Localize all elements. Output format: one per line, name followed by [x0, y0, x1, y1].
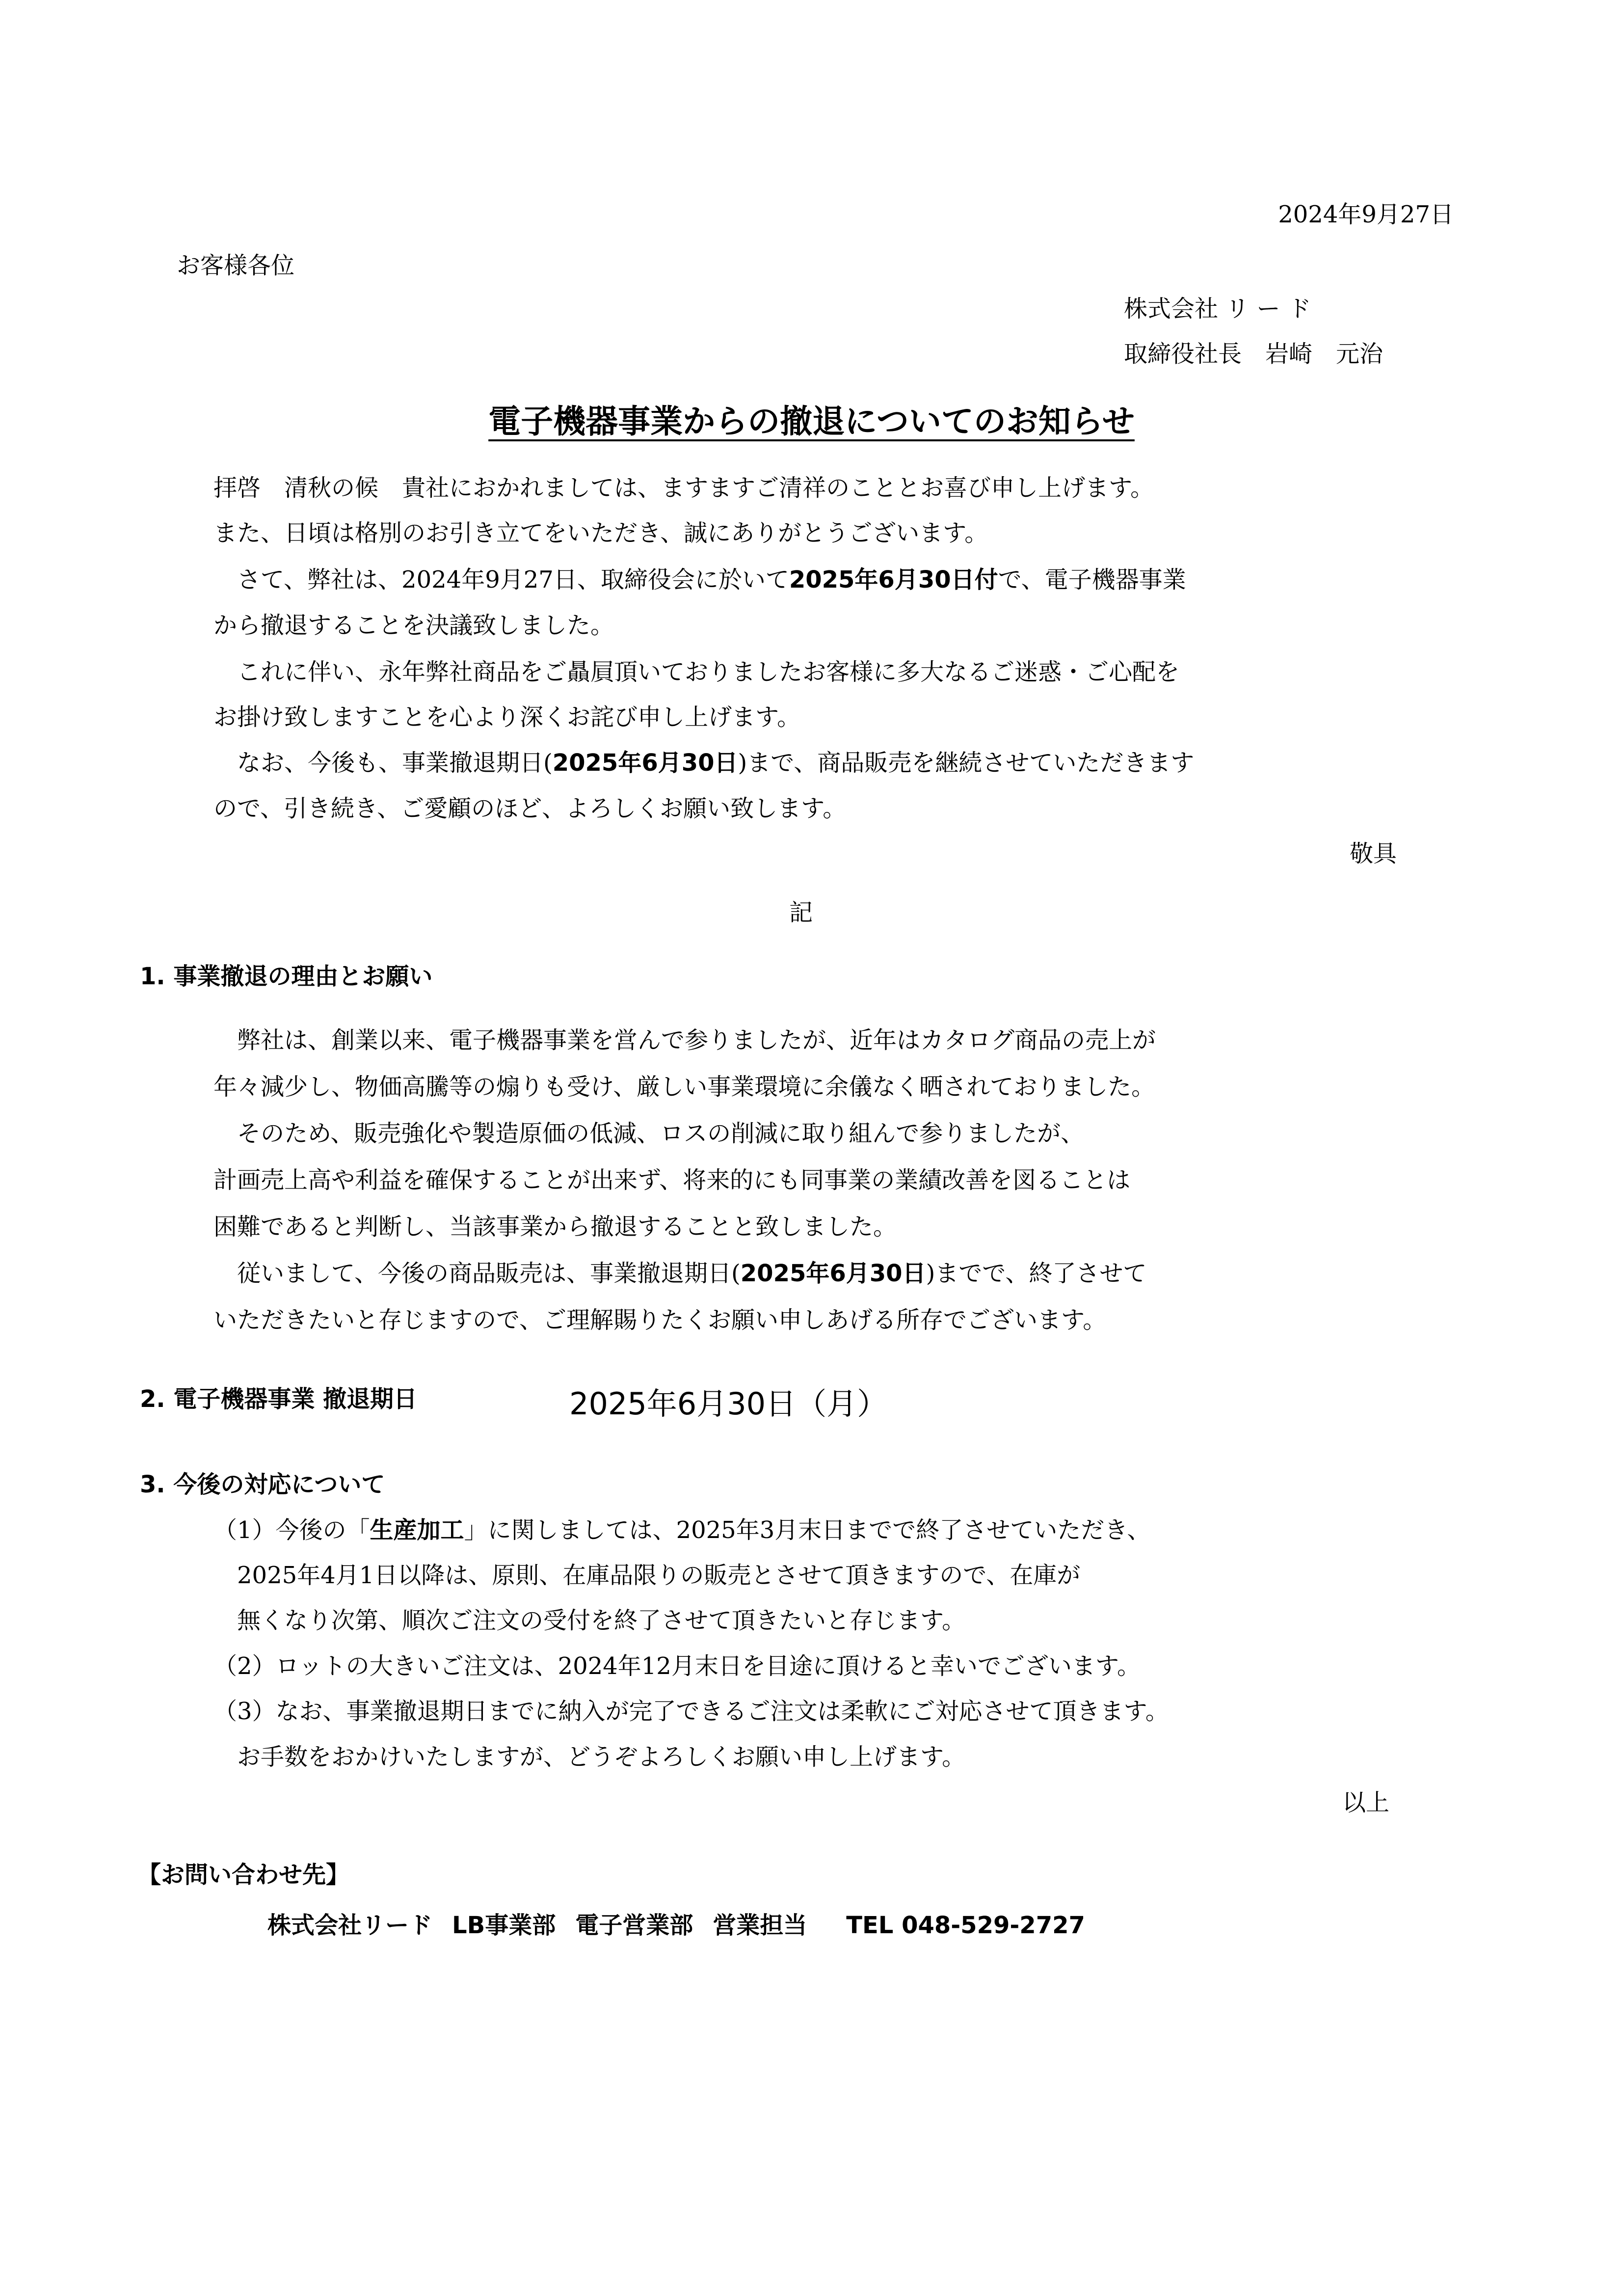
withdrawal-deadline: 2025年6月30日（月）: [569, 1386, 888, 1422]
contact-company: 株式会社リード: [267, 1912, 433, 1939]
section-3-item-1-line-2: 2025年4月1日以降は、原則、在庫品限りの販売とさせて頂きますので、在庫が: [237, 1562, 1081, 1589]
greeting-line-7: [237, 751, 1194, 775]
section-1-line-1: 弊社は、創業以来、電子機器事業を営んで参りましたが、近年はカタログ商品の売上が: [237, 1026, 1156, 1054]
greeting-line-3: [237, 568, 1186, 592]
section-3-item-3: （3）なお、事業撤退期日までに納入が完了できるご注文は柔軟にご対応させて頂きます。: [213, 1698, 1169, 1725]
recipient: お客様各位: [177, 252, 295, 279]
greeting-line-6: お掛け致しますことを心より深くお詫び申し上げます。: [213, 703, 801, 731]
section-3-item-1-line-3: 無くなり次第、順次ご注文の受付を終了させて頂きたいと存じます。: [237, 1607, 966, 1634]
withdrawal-date-2: 2025年6月30日: [740, 1260, 926, 1287]
greeting-closing: 敬具: [1350, 840, 1397, 867]
contact-role: 営業担当: [713, 1912, 807, 1939]
withdrawal-date-1: 2025年6月30日: [552, 749, 738, 777]
greeting-line-3-pre: さて、弊社は、2024年9月27日、取締役会に於いて: [237, 566, 789, 594]
section-3-item-1-pre: （1）今後の「: [213, 1516, 370, 1544]
section-3-closing: 以上: [1342, 1789, 1390, 1816]
section-3-item-1-post: 」に関しましては、2025年3月末日までで終了させていただき、: [464, 1516, 1151, 1544]
section-3-item-3-line-2: お手数をおかけいたしますが、どうぞよろしくお願い申し上げます。: [237, 1743, 966, 1771]
section-3-heading: 3. 今後の対応について: [140, 1471, 385, 1498]
section-1-line-7: いただきたいと存じますので、ご理解賜りたくお願い申しあげる所存でございます。: [213, 1306, 1107, 1334]
ki-mark: 記: [789, 899, 813, 926]
document-title: 電子機器事業からの撤退についてのお知らせ: [488, 403, 1135, 440]
contact-tel: TEL 048-529-2727: [846, 1912, 1085, 1939]
contact-line: [267, 1914, 1105, 1937]
section-1-line-6-post: )までで、終了させて: [926, 1260, 1147, 1287]
section-1-line-3: そのため、販売強化や製造原価の低減、ロスの削減に取り組んで参りましたが、: [237, 1120, 1085, 1147]
section-2-heading: 2. 電子機器事業 撤退期日: [140, 1385, 418, 1413]
section-1-heading: 1. 事業撤退の理由とお願い: [140, 963, 433, 990]
document-date: 2024年9月27日: [1278, 201, 1454, 228]
effective-date: 2025年6月30日付: [789, 566, 998, 594]
section-3-item-1: [213, 1518, 1150, 1542]
section-1-line-6-pre: 従いまして、今後の商品販売は、事業撤退期日(: [237, 1260, 741, 1287]
contact-division: LB事業部: [452, 1912, 556, 1939]
section-1-line-4: 計画売上高や利益を確保することが出来ず、将来的にも同事業の業績改善を図ることは: [213, 1166, 1131, 1194]
section-3-item-2: （2）ロットの大きいご注文は、2024年12月末日を目途に頂けると幸いでございます。: [213, 1652, 1141, 1680]
production-processing: 生産加工: [370, 1516, 464, 1544]
representative: 取締役社長 岩崎 元治: [1124, 340, 1384, 368]
greeting-line-5: これに伴い、永年弊社商品をご贔屓頂いておりましたお客様に多大なるご迷惑・ご心配を: [237, 658, 1180, 686]
greeting-line-7-pre: なお、今後も、事業撤退期日(: [237, 749, 553, 777]
greeting-line-1: 拝啓 清秋の候 貴社におかれましては、ますますご清祥のこととお喜び申し上げます。: [213, 474, 1154, 502]
section-1-line-6: [237, 1262, 1146, 1285]
contact-heading: 【お問い合わせ先】: [137, 1861, 350, 1889]
section-1-line-5: 困難であると判断し、当該事業から撤退することと致しました。: [213, 1213, 897, 1241]
company-name: 株式会社 リ ー ド: [1124, 295, 1311, 323]
greeting-line-8: ので、引き続き、ご愛顧のほど、よろしくお願い致します。: [213, 795, 847, 822]
contact-department: 電子営業部: [575, 1912, 693, 1939]
greeting-line-2: また、日頃は格別のお引き立てをいただき、誠にありがとうございます。: [213, 519, 988, 547]
section-1-line-2: 年々減少し、物価高騰等の煽りも受け、厳しい事業環境に余儀なく晒されておりました。: [213, 1073, 1155, 1101]
greeting-line-4: から撤退することを決議致しました。: [213, 612, 614, 639]
greeting-line-3-post: で、電子機器事業: [998, 566, 1186, 594]
greeting-line-7-post: )まで、商品販売を継続させていただきます: [738, 749, 1195, 777]
